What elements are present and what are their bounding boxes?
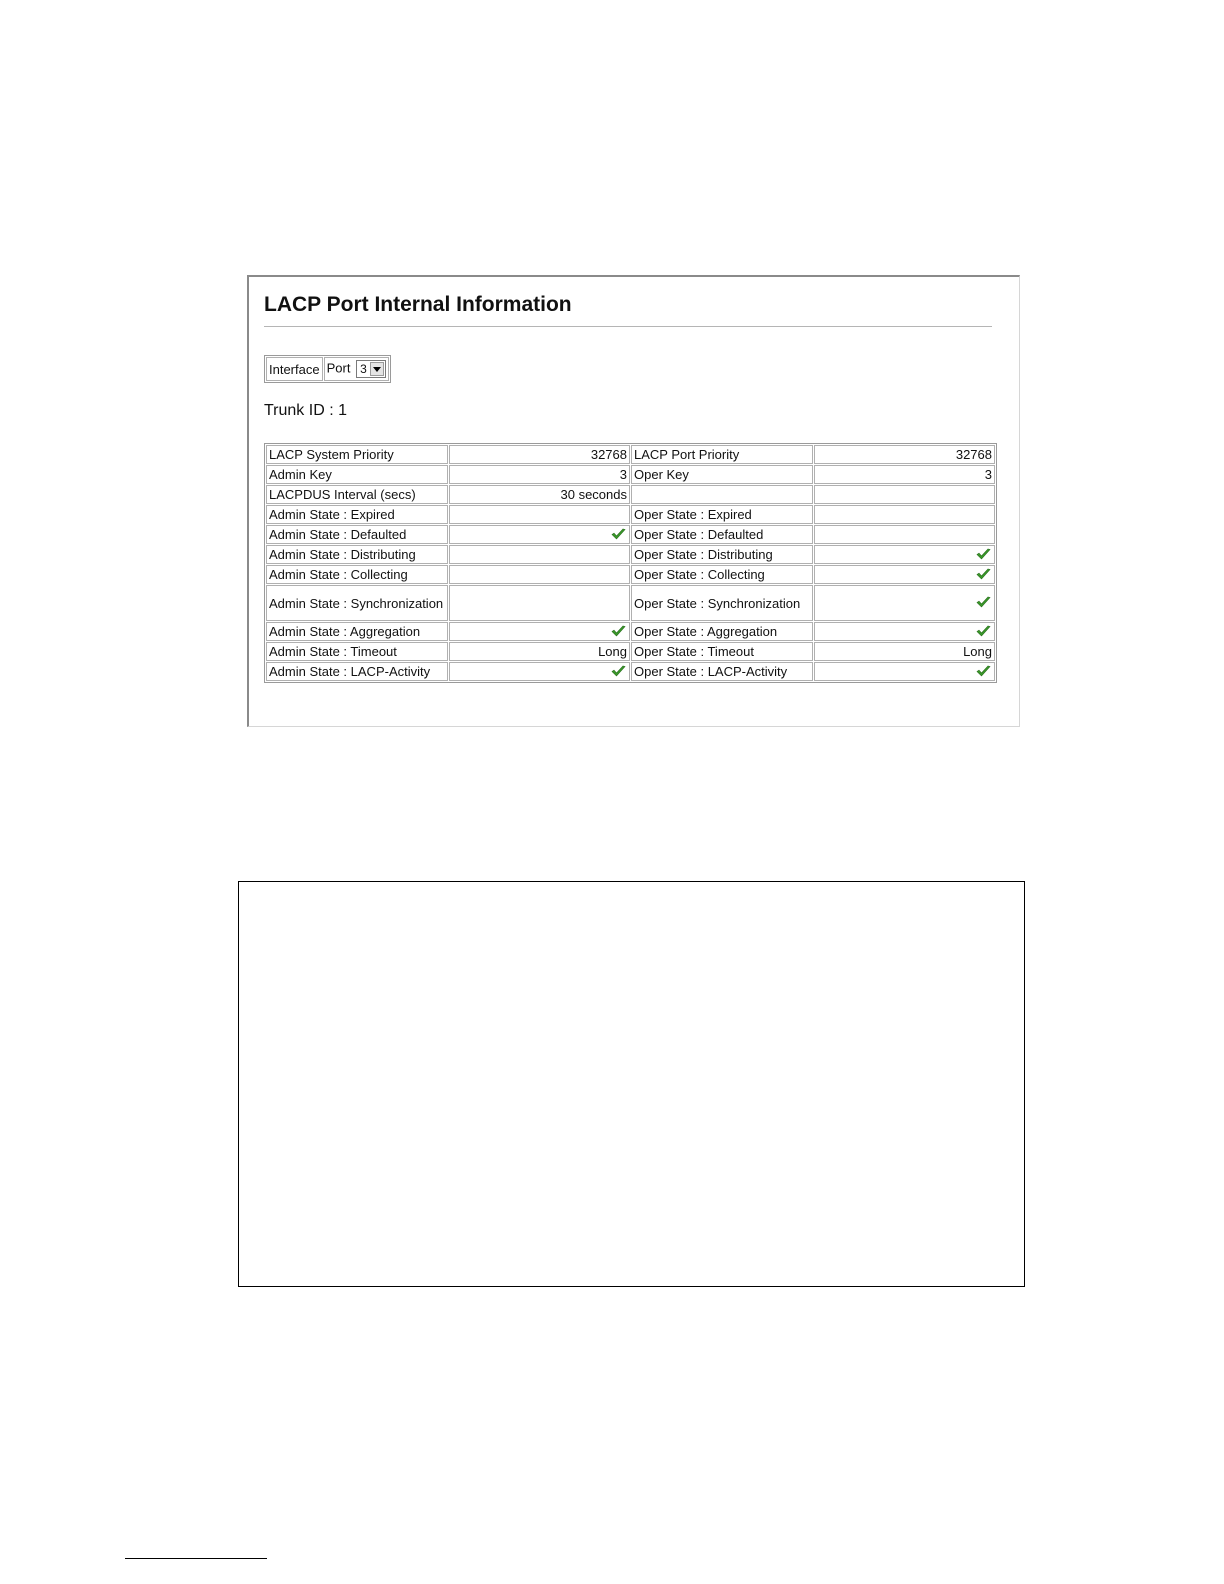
row-value-left <box>449 565 630 584</box>
check-icon <box>976 548 991 563</box>
row-value-right <box>814 662 995 681</box>
port-select[interactable] <box>356 360 386 378</box>
lacp-port-info-panel <box>247 275 1020 727</box>
row-label-left <box>266 662 448 681</box>
row-value-left <box>449 485 630 504</box>
row-value-right <box>814 465 995 484</box>
table-row <box>266 465 995 484</box>
page-title: LACP Port Internal Information <box>264 293 572 316</box>
row-value-right <box>814 485 995 504</box>
row-label-right <box>631 642 813 661</box>
check-icon <box>976 568 991 583</box>
row-label-right-text: Oper State : Expired <box>634 507 752 522</box>
row-label-left-text: Admin State : Synchronization <box>269 595 444 611</box>
table-row <box>266 662 995 681</box>
row-label-right-text: LACP Port Priority <box>634 447 740 462</box>
row-label-left <box>266 485 448 504</box>
trunk-id-heading: Trunk ID : 1 <box>264 402 347 419</box>
row-label-right <box>631 485 813 504</box>
row-value-left-text: 30 seconds <box>560 487 627 502</box>
lacp-info-table <box>264 443 997 683</box>
row-label-left <box>266 622 448 641</box>
row-label-right-text: Oper State : Synchronization <box>634 595 801 611</box>
row-value-left <box>449 545 630 564</box>
table-row <box>266 622 995 641</box>
row-label-left-text: LACP System Priority <box>269 447 394 462</box>
row-label-right-text: Oper State : Aggregation <box>634 624 778 639</box>
row-value-right-text: 3 <box>984 467 992 482</box>
empty-outline-box <box>238 881 1025 1287</box>
row-value-left-text: 32768 <box>590 447 627 462</box>
row-label-left-text: Admin State : Collecting <box>269 567 408 582</box>
row-label-right-text: Oper State : Distributing <box>634 547 773 562</box>
interface-selector <box>264 355 391 383</box>
port-cell <box>324 357 389 381</box>
row-label-left <box>266 445 448 464</box>
row-label-left <box>266 525 448 544</box>
row-value-right <box>814 565 995 584</box>
footnote-separator <box>125 1558 267 1559</box>
row-label-left-text: Admin Key <box>269 467 332 482</box>
row-label-right-text: Oper State : LACP-Activity <box>634 664 788 679</box>
row-label-left-text: Admin State : Aggregation <box>269 624 421 639</box>
row-label-right-text: Oper State : Timeout <box>634 644 754 659</box>
row-value-right <box>814 445 995 464</box>
table-row <box>266 485 995 504</box>
row-label-right-text: Oper Key <box>634 467 689 482</box>
row-value-right <box>814 585 995 621</box>
row-label-right <box>631 505 813 524</box>
table-row <box>266 642 995 661</box>
row-label-left-text: Admin State : Distributing <box>269 547 416 562</box>
table-row <box>266 525 995 544</box>
row-value-left <box>449 662 630 681</box>
table-row <box>266 545 995 564</box>
row-value-right <box>814 622 995 641</box>
chevron-down-icon[interactable] <box>370 362 384 376</box>
row-value-right-text: Long <box>963 644 992 659</box>
row-label-right <box>631 622 813 641</box>
row-value-left-text: Long <box>598 644 627 659</box>
row-label-left <box>266 565 448 584</box>
row-label-right <box>631 585 813 621</box>
row-label-right-text: Oper State : Collecting <box>634 567 765 582</box>
row-label-left-text: Admin State : Timeout <box>269 644 397 659</box>
table-row <box>266 565 995 584</box>
row-label-left <box>266 505 448 524</box>
check-icon <box>976 665 991 680</box>
interface-label: Interface <box>266 357 323 381</box>
row-label-right-text: Oper State : Defaulted <box>634 527 764 542</box>
row-value-left-text: 3 <box>619 467 627 482</box>
row-value-right <box>814 545 995 564</box>
row-label-left <box>266 585 448 621</box>
check-icon <box>611 665 626 680</box>
row-label-left <box>266 545 448 564</box>
row-value-left <box>449 642 630 661</box>
row-label-left <box>266 642 448 661</box>
check-icon <box>976 596 991 611</box>
row-value-left <box>449 505 630 524</box>
check-icon <box>611 528 626 543</box>
row-value-right <box>814 505 995 524</box>
table-row <box>266 505 995 524</box>
row-value-right <box>814 525 995 544</box>
row-value-left <box>449 445 630 464</box>
row-value-left <box>449 525 630 544</box>
title-divider <box>264 326 992 327</box>
row-label-right <box>631 662 813 681</box>
row-label-left-text: LACPDUS Interval (secs) <box>269 487 416 502</box>
check-icon <box>976 625 991 640</box>
row-label-left <box>266 465 448 484</box>
row-value-left <box>449 622 630 641</box>
row-value-left <box>449 465 630 484</box>
row-label-left-text: Admin State : Expired <box>269 507 395 522</box>
row-value-left <box>449 585 630 621</box>
row-label-left-text: Admin State : LACP-Activity <box>269 664 431 679</box>
row-label-left-text: Admin State : Defaulted <box>269 527 407 542</box>
row-label-right <box>631 545 813 564</box>
row-label-right <box>631 525 813 544</box>
table-row <box>266 445 995 464</box>
check-icon <box>611 625 626 640</box>
table-row <box>266 585 995 621</box>
row-value-right <box>814 642 995 661</box>
row-label-right <box>631 465 813 484</box>
row-label-right <box>631 445 813 464</box>
port-label: Port <box>326 360 351 376</box>
row-label-right <box>631 565 813 584</box>
port-select-value: 3 <box>360 362 367 376</box>
row-value-right-text: 32768 <box>955 447 992 462</box>
